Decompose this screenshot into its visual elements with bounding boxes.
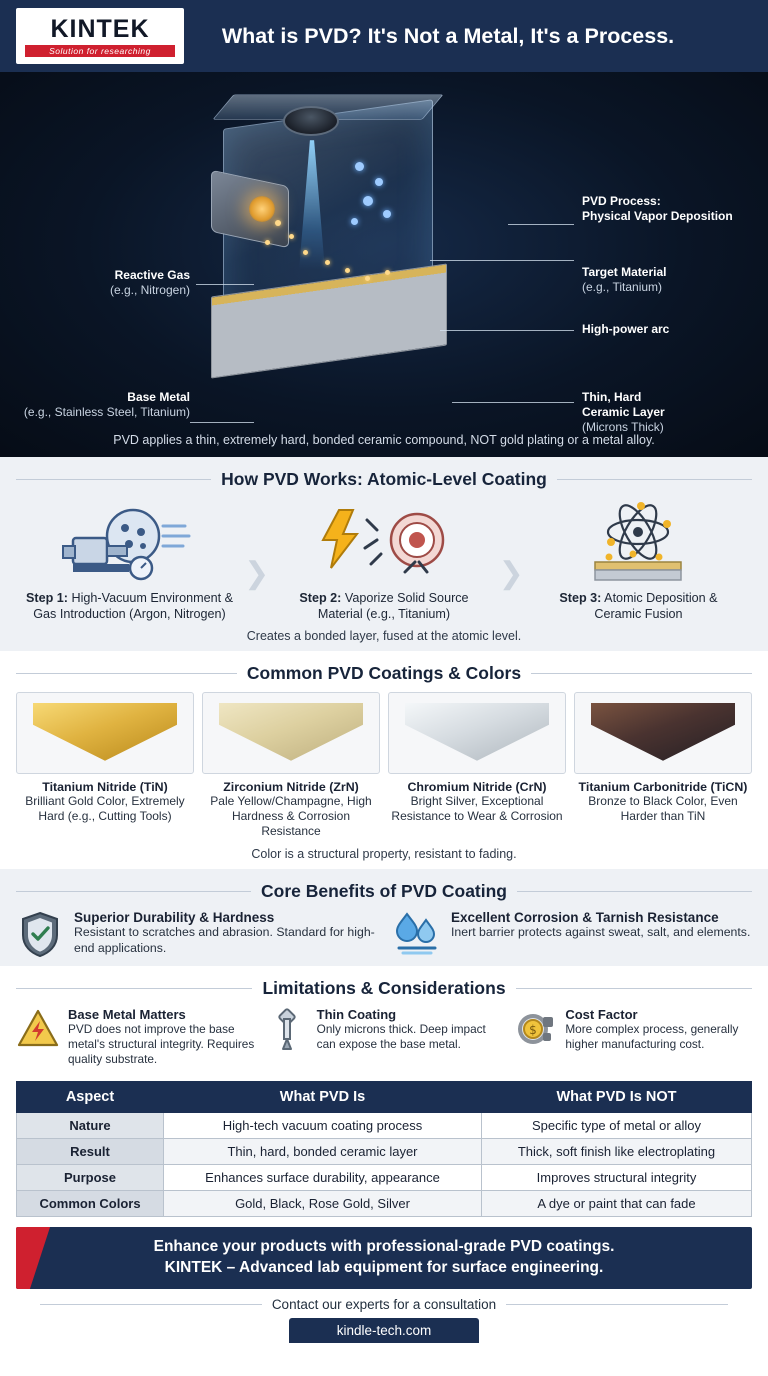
gas-particle [363,196,373,206]
section-coatings [0,651,768,869]
limitation-item [513,1007,752,1067]
cta-line-2: KINTEK – Advanced lab equipment for surface engineering. [164,1258,604,1276]
section-how-pvd-works [0,457,768,651]
benefit-item [16,910,375,958]
divider [40,1304,262,1305]
benefits-row [16,910,752,958]
coating-chip [33,703,177,761]
leader-line [508,224,574,225]
benefit-text [74,910,375,958]
divider [517,891,752,892]
table-cell: Gold, Black, Rose Gold, Silver [164,1191,482,1217]
table-row [17,1165,752,1191]
limitation-desc: PVD does not improve the base metal's structural integrity. Requires quality substrate. [68,1021,255,1066]
gas-particle [375,178,383,186]
divider [557,479,752,480]
comparison-table [16,1081,752,1217]
section-title-benefits: Core Benefits of PVD Coating [261,880,507,901]
benefit-item [393,910,752,958]
benefit-text [451,910,750,958]
divider [16,673,237,674]
coating-desc: Bronze to Black Color, Even Harder than TiN [588,793,738,823]
cta-text [30,1237,738,1279]
gas-particle [355,162,364,171]
step-3 [531,498,746,623]
gas-particle [351,218,358,225]
cta-banner [16,1227,752,1289]
benefit-title: Superior Durability & Hardness [74,909,275,925]
leader-line [452,402,574,403]
label-ceramic-sub: (Microns Thick) [582,420,664,434]
coating-card [574,692,752,839]
step-3-text [531,590,746,623]
label-reactive-gas [20,268,190,298]
label-ceramic-layer [582,390,757,435]
coating-swatch [388,692,566,774]
contact-row [0,1289,768,1312]
vacuum-pump-icon [22,498,237,590]
coatings-footnote: Color is a structural property, resistant to fading. [251,846,517,861]
label-target-material [582,265,757,295]
step-3-rest: Atomic Deposition & Ceramic Fusion [594,591,718,622]
comparison-table-wrap [0,1075,768,1221]
website-link[interactable]: kindle-tech.com [289,1318,479,1343]
coating-swatch [16,692,194,774]
section-header [16,881,752,902]
divider [506,1304,728,1305]
step-3-bold: Step 3: [559,591,602,605]
label-pvd-process-sub: Physical Vapor Deposition [582,209,733,223]
leader-line [440,330,574,331]
coating-card [388,692,566,839]
label-gas-title: Reactive Gas [114,268,190,282]
logo-red-bar [25,45,175,57]
label-pvd-process [582,194,757,224]
benefit-desc: Resistant to scratches and abrasion. Standard for high-end applications. [74,924,375,955]
benefit-title: Excellent Corrosion & Tarnish Resistance [451,909,719,925]
warning-triangle-icon [16,1007,60,1067]
benefit-desc: Inert barrier protects against sweat, salt, and elements. [451,924,751,939]
divider [16,891,251,892]
how-footnote: Creates a bonded layer, fused at the atomic level. [246,628,522,643]
leader-line [196,284,254,285]
chevron-right-icon: ❯ [498,556,524,590]
metal-ion [265,240,270,245]
section-title-coatings: Common PVD Coatings & Colors [246,662,522,683]
limitation-text [68,1007,255,1067]
label-pvd-process-title: PVD Process: [582,194,661,208]
limitation-item [265,1007,504,1067]
metal-ion [275,220,281,226]
label-ceramic-title: Thin, Hard [582,390,642,404]
header [0,0,768,72]
step-2-rest: Vaporize Solid Source Material (e.g., Titanium) [317,591,469,622]
metal-ion [289,234,294,239]
logo-tagline: Solution for researching [49,46,151,56]
leader-line [430,260,574,261]
table-header-cell: What PVD Is [164,1082,482,1113]
table-row [17,1191,752,1217]
section-title-how: How PVD Works: Atomic-Level Coating [221,469,547,489]
brand-logo [16,8,184,64]
limitation-title: Cost Factor [565,1006,638,1022]
label-target-sub: (e.g., Titanium) [582,280,663,294]
label-base-metal [20,390,190,420]
limitation-title: Base Metal Matters [68,1006,186,1022]
table-cell: Purpose [17,1165,164,1191]
caliper-icon [265,1007,309,1067]
shield-check-icon [16,910,64,958]
divider [531,673,752,674]
section-limitations [0,966,768,1075]
label-arc: High-power arc [582,322,670,336]
limitation-desc: Only microns thick. Deep impact can expose the base metal. [316,1021,486,1051]
steps-row [16,498,752,623]
limitation-title: Thin Coating [316,1006,397,1022]
divider [16,988,252,989]
coating-chip [405,703,549,761]
page-title: What is PVD? It's Not a Metal, It's a Process. [221,23,675,48]
table-header-cell: Aspect [17,1082,164,1113]
coating-swatch [202,692,380,774]
pvd-chamber-graphic [205,100,455,390]
step-1-text [22,590,237,623]
coating-desc: Pale Yellow/Champagne, High Hardness & Corrosion Resistance [210,793,372,838]
label-high-power-arc [582,322,757,337]
section-header [16,663,752,684]
coating-desc: Bright Silver, Exceptional Resistance to Wear & Corrosion [391,793,563,823]
coating-name: Chromium Nitride (CrN) [407,779,547,794]
table-cell: Common Colors [17,1191,164,1217]
limitation-text [565,1007,752,1067]
step-1 [22,498,237,623]
hero-caption: PVD applies a thin, extremely hard, bonded ceramic compound, NOT gold plating or a metal alloy. [113,433,655,447]
label-base-sub: (e.g., Stainless Steel, Titanium) [23,405,190,419]
svg-text:$: $ [529,1022,538,1037]
step-2-text [276,590,491,623]
table-cell: Nature [17,1113,164,1139]
contact-text: Contact our experts for a consultation [271,1296,497,1312]
coating-desc: Brilliant Gold Color, Extremely Hard (e.g., Cutting Tools) [25,793,185,823]
table-header-row [17,1082,752,1113]
limitation-text [317,1007,504,1067]
section-header [16,978,752,999]
limitation-item [16,1007,255,1067]
atom-deposition-icon [531,498,746,590]
table-head [17,1082,752,1113]
coating-name: Titanium Nitride (TiN) [42,779,168,794]
hero-illustration [0,72,768,457]
section-benefits [0,869,768,966]
leader-line [190,422,254,423]
limitation-desc: More complex process, generally higher manufacturing cost. [565,1021,739,1051]
water-drops-icon [393,910,441,958]
table-cell: Enhances surface durability, appearance [164,1165,482,1191]
table-cell: A dye or paint that can fade [481,1191,751,1217]
table-row [17,1139,752,1165]
gas-particle [383,210,391,218]
label-target-title: Target Material [582,265,667,279]
table-cell: Thick, soft finish like electroplating [481,1139,751,1165]
table-cell: Improves structural integrity [481,1165,751,1191]
logo-wordmark: KINTEK [50,15,150,43]
label-gas-sub: (e.g., Nitrogen) [109,283,190,297]
label-base-title: Base Metal [127,390,190,404]
coating-card [16,692,194,839]
chamber-top-port [283,106,339,136]
coating-chip [591,703,735,761]
metal-ion [303,250,308,255]
table-cell: High-tech vacuum coating process [164,1113,482,1139]
divider [16,479,211,480]
label-ceramic-title2: Ceramic Layer [582,405,665,419]
table-row [17,1113,752,1139]
divider [516,988,752,989]
arc-target-icon [276,498,491,590]
table-cell: Result [17,1139,164,1165]
metal-ion [345,268,350,273]
section-header [16,469,752,490]
chevron-right-icon: ❯ [244,556,270,590]
step-1-rest: High-Vacuum Environment & Gas Introduction (Argon, Nitrogen) [33,591,233,622]
table-body [17,1113,752,1217]
table-cell: Specific type of metal or alloy [481,1113,751,1139]
coating-name: Titanium Carbonitride (TiCN) [578,779,748,794]
section-title-limitations: Limitations & Considerations [262,977,506,998]
step-2-bold: Step 2: [299,591,342,605]
table-cell: Thin, hard, bonded ceramic layer [164,1139,482,1165]
metal-ion [325,260,330,265]
limitations-row [16,1007,752,1067]
coating-name: Zirconium Nitride (ZrN) [223,779,359,794]
coating-card [202,692,380,839]
step-1-bold: Step 1: [26,591,69,605]
coatings-row [16,692,752,839]
cost-gear-icon [513,1007,557,1067]
table-header-cell: What PVD Is NOT [481,1082,751,1113]
metal-ion [385,270,390,275]
reactive-gas-glow [249,196,275,222]
coating-chip [219,703,363,761]
metal-ion [365,276,370,281]
cta-line-1: Enhance your products with professional-grade PVD coatings. [153,1238,615,1255]
step-2 [276,498,491,623]
coating-swatch [574,692,752,774]
